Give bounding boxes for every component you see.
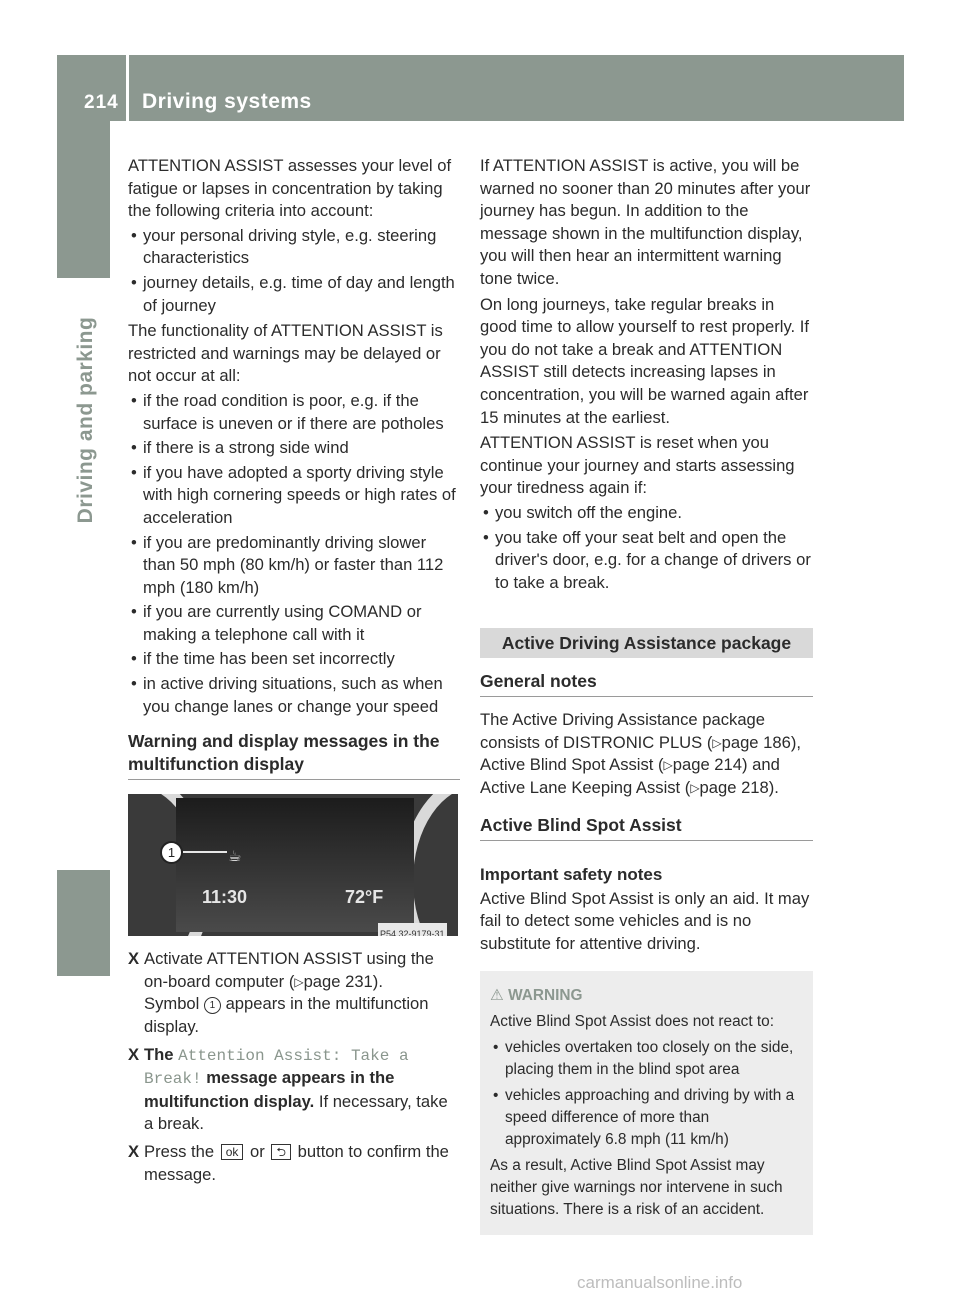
- warning-header: ⚠ WARNING: [490, 987, 583, 1005]
- limitations-list: [128, 390, 460, 718]
- warning-box: [480, 971, 813, 1235]
- callout-number: 1: [160, 841, 183, 864]
- watermark: carmanualsonline.info: [577, 1273, 743, 1292]
- callout-line: [183, 851, 227, 853]
- list-item: • if you are currently using COMAND or making a telephone call with it: [128, 601, 460, 646]
- reset-list: [480, 502, 813, 594]
- safety-paragraph: Active Blind Spot Assist is only an aid. It may fail to detect some vehicles and is no substitute for attentive driving.: [480, 888, 810, 953]
- list-item: • if there is a strong side wind: [128, 437, 460, 460]
- general-notes-heading: General notes: [480, 670, 813, 697]
- step-arrow-icon: X: [128, 1142, 140, 1161]
- page-ref-icon: ▷: [294, 974, 304, 989]
- list-item: • your personal driving style, e.g. steering characteristics: [128, 225, 460, 270]
- right-column: [480, 155, 813, 1235]
- page-header: [57, 55, 904, 121]
- paragraph: If ATTENTION ASSIST is active, you will be warned no sooner than 20 minutes after your journey has begun. In addition to the message shown in the multifunction display, you will then hear an intermittent warning tone twice.: [480, 156, 811, 288]
- list-item: • in active driving situations, such as when you change lanes or change your speed: [128, 673, 460, 718]
- list-item: • vehicles overtaken too closely on the side, placing them in the blind spot area: [490, 1037, 803, 1081]
- image-code: P54.32-9179-31: [378, 923, 447, 936]
- page-ref-icon: ▷: [712, 735, 722, 750]
- instruction-step: X Press the ok or ⮌ button to confirm the message.: [128, 1142, 449, 1184]
- page-ref-icon: ▷: [690, 781, 700, 796]
- paragraph: On long journeys, take regular breaks in good time to allow yourself to rest properly. If you do not take a break and ATTENTION ASSIST still detects increasing lapses in concentration, you will be warned again after 15 minutes at the earliest.: [480, 294, 809, 427]
- limitations-paragraph: The functionality of ATTENTION ASSIST is restricted and warnings may be delayed or not occur at all:: [128, 321, 443, 386]
- display-time: 11:30: [202, 887, 248, 908]
- instrument-cluster-image: [128, 794, 458, 936]
- list-item: • if the road condition is poor, e.g. if the surface is uneven or if there are potholes: [128, 390, 460, 435]
- warning-list: [490, 1037, 803, 1151]
- general-notes-paragraph: The Active Driving Assistance package consists of DISTRONIC PLUS (▷page 186), Active Blind Spot Assist (▷page 214) and Active Lane Keeping Assist (▷page 218).: [480, 710, 801, 798]
- list-item: • if you have adopted a sporty driving style with high cornering speeds or high rates of acceleration: [128, 462, 460, 530]
- page-ref-icon: ▷: [663, 758, 673, 773]
- warning-outro: As a result, Active Blind Spot Assist may neither give warnings nor intervene in such situations. There is a risk of an accident.: [490, 1157, 783, 1219]
- multifunction-display: [176, 798, 414, 932]
- back-key-icon: ⮌: [271, 1144, 291, 1160]
- ok-key-icon: ok: [221, 1144, 244, 1160]
- section-title-bar: Active Driving Assistance package: [480, 628, 813, 658]
- list-item: • if the time has been set incorrectly: [128, 648, 460, 671]
- criteria-list: [128, 225, 460, 317]
- side-tab: [57, 121, 110, 278]
- display-message: Attention Assist: Take a Break!: [144, 1046, 409, 1089]
- list-item: • vehicles approaching and driving by with a speed difference of more than approximately 6.8 mph (11 km/h): [490, 1085, 803, 1151]
- warning-triangle-icon: ⚠: [490, 987, 504, 1005]
- list-item: • journey details, e.g. time of day and length of journey: [128, 272, 460, 317]
- paragraph: ATTENTION ASSIST is reset when you continue your journey and starts assessing your tiredness again if:: [480, 433, 795, 498]
- header-divider: [126, 55, 129, 121]
- step-arrow-icon: X: [128, 1044, 140, 1064]
- instruction-step: X The Attention Assist: Take a Break! message appears in the multifunction display. If necessary, take a break.: [128, 1044, 448, 1134]
- blind-spot-heading: Active Blind Spot Assist: [480, 814, 813, 841]
- list-item: • if you are predominantly driving slower than 50 mph (80 km/h) or faster than 112 mph (180 km/h): [128, 532, 460, 600]
- coffee-cup-icon: ☕: [228, 848, 242, 866]
- safety-notes-heading: Important safety notes: [480, 864, 663, 884]
- page-number: 214: [84, 92, 119, 113]
- intro-paragraph: ATTENTION ASSIST assesses your level of fatigue or lapses in concentration by taking the following criteria into account:: [128, 156, 452, 221]
- chapter-label: Driving and parking: [74, 316, 97, 524]
- list-item: • you take off your seat belt and open the driver's door, e.g. for a change of drivers or to take a break.: [480, 527, 813, 595]
- warning-messages-heading: Warning and display messages in the multifunction display: [128, 730, 460, 780]
- list-item: • you switch off the engine.: [480, 502, 813, 525]
- left-column: [128, 155, 460, 1186]
- callout-symbol: 1: [204, 997, 221, 1014]
- step-arrow-icon: X: [128, 949, 140, 969]
- instruction-step: X Activate ATTENTION ASSIST using the on-board computer (▷page 231). Symbol 1 appears in the multifunction display.: [128, 949, 434, 1037]
- section-title: Driving systems: [142, 90, 312, 113]
- thumb-index: [57, 870, 110, 976]
- display-temperature: 72°F: [345, 887, 384, 908]
- warning-intro: Active Blind Spot Assist does not react to:: [490, 1013, 775, 1031]
